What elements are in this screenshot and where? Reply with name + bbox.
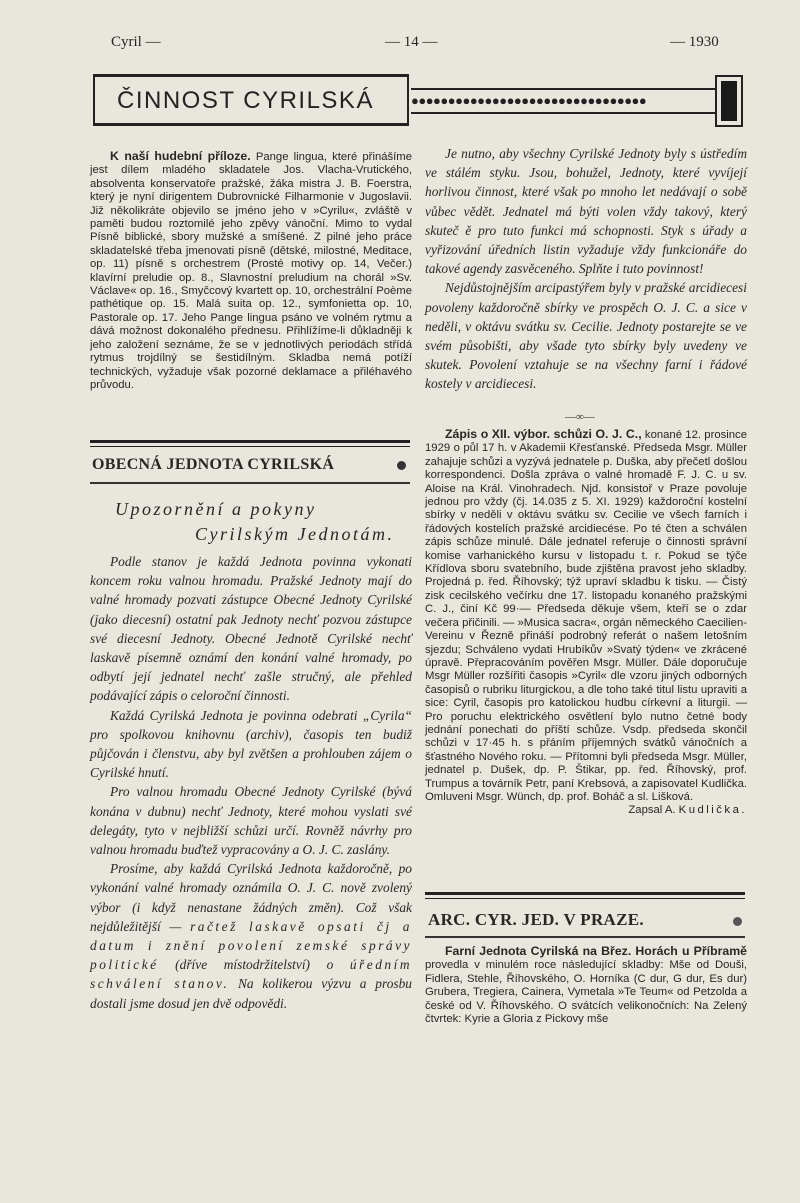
notice-paragraph: Podle stanov je každá Jednota povinna vykonati koncem roku valnou hromadu. Pražské Jednoty mají do valné hromady pozvati zástupce Obecné Jednoty Cyrilské (jako diecesní) ostatní pak Jednoty nechť pozvou zástupce své diecesní Jednoty. Obecné Jednotě Cyrilské nechť laskavě písemně oznámí den konání valné hromady, po odbytí její jednatel nechť zašle stručný, ale přehled podávající zápis o celoroční činnosti.	[90, 554, 412, 704]
running-head-left: Cyril —	[111, 34, 161, 50]
page-number: — 14 —	[385, 34, 438, 50]
notice-title-2: Cyrilským Jednotám.	[195, 524, 395, 544]
bullet-ornament	[733, 917, 742, 926]
banner-end-block	[715, 75, 743, 127]
parish-lead: Farní Jednota Cyrilská na Břez. Horách u Příbramě	[445, 944, 747, 958]
banner-title-box	[93, 74, 409, 126]
music-supplement-note	[90, 150, 412, 392]
spaced-text: račtež laskavě opsati čj a datum i znění povolení zemské správy politické	[90, 918, 412, 973]
signature-name: Kudlička.	[678, 804, 747, 817]
bullet-ornament	[397, 461, 406, 470]
note-lead: K naší hudební příloze.	[110, 149, 251, 163]
minutes-body: konané 12. prosince 1929 o půl 17 h. v Akademii Křesťanské. Předseda Msgr. Müller zahajuje schůzi a vyzývá jednatele p. Duška, aby přečetl došlou korrespondenci. Došla zpráva o valné hromadě F. J. C. u sv. Aloise na Král. Vinohradech. Njd. konsistoř v Praze povoluje jednou pro vždy (čj. 14.035 z 5. XI. 1929) každoroční kostelní sbírky v neděli v oktávu svátku sv. Cecilie ve všech farních i řádových kostelích pražské arcidiecése. Po té čten a schválen zápis schůze minulé. Dále jednatel referuje o činnosti správní komise varhanického kursu v listopadu t. r. Pokud se týče Křídlova sboru svatebního, bude zjištěna pravost jeho skladby. Projedná p. řed. Říhovský; týž upraví skladbu k tisku. — Čistý zisk cecilského večírku dne 17. listopadu konaného pražskými C. J., činí Kč 99·— Předseda děkuje všem, kteří se o zdar večera přičinili. — »Musica sacra«, orgán německého Caecilien-Vereinu v Řezně přináší podrobný referát o našem letošním sjezdu; Schváleno vydati Hrubíkův »Svatý týden« ve zkrácené úpravě. Přepracováním pověřen Msgr. Müller. Dále doporučuje Msgr Müller rozšířiti časopis »Cyril« dle vzoru jiných odborných časopisů o rubriku liturgickou, a dle toho také titul listu upraviti a sice: Cyril, časopis pro katolickou hudbu církevní a liturgii. — Pro poruchu elektrického osvětlení bylo nutno četné body jednání ponechati do příští schůze. Vsdp. předseda skončil schůzi v 17·45 h. s přáním příjemných svátků vánočních a šťastného Nového roku. — Přítomni byli předseda Msgr. Müller, jednatel p. Dušek, dp. P. Štikar, pp. řed. Říhovský, prof. Trumpus a továrník Petr, paní Krebsová, a zapisovatel Kudlička. Omluveni Msgr. Wünch, dp. prof. Boháč a sl. Lišková.	[425, 429, 747, 803]
double-rule	[90, 440, 410, 447]
section-title-arc: ARC. CYR. JED. V PRAZE.	[428, 910, 644, 929]
banner-title: ČINNOST CYRILSKÁ	[117, 87, 374, 114]
left-column	[90, 150, 412, 392]
note-text: Pange lingua, které přinášíme jest dílem mladého skladatele Jos. Vlacha-Vrutického, absolventa konservatoře pražské, žáka mistra J. B. Foerstra, který je nyní dirigentem Dubrovnické Filharmonie v Jugoslavii. Již několikráte objevilo se jméno jeho v »Cyrilu«, zvláště v paměti budou roztomilé jeho zpěvy vánoční. Mimo to vydal Písně biblické, sbory mužské a smíšené. Z pilné jeho práce skladatelské třeba jmenovati písně (dětské, milostné, Meditace, op. 11) písně s orchestrem (Prosté motivy op. 14, Večer.) klavírní preludie op. 8., Slavnostní preludium na chorál »Sv. Václave« op. 16., Smyčcový kvartett op. 10, orchestrální Poème pathétique op. 15. Malá suita op. 12., symfonietta op. 10, Pastorale op. 17. Jeho Pange lingua psáno ve volném rytmu a dává možnost dokonalého přednesu. Přihlížíme-li důkladněji k jeho založení seznáme, že se v jednotlivých periodách střídá rytmus trojdílný se šestidílným. Skladba nemá potíží technických, vyžaduje však pozorné deklamace a přiléhavého průvodu.	[90, 151, 412, 391]
parish-body: provedla v minulém roce následující skladby: Mše od Douši, Fidlera, Stehle, Říhovského, O. Horníka (C dur, G dur, Es dur) Grubera, Tregiera, Cainera, Vymetala »Te Teum« od Petzolda a české od V. Říhovského. O svátcích velikonočních: Na Zelený čtvrtek: Kyrie a Gloria z Pickovy mše	[425, 959, 747, 1026]
info-paragraph: Je nutno, aby všechny Cyrilské Jednoty byly s ústředím ve stálém styku. Jsou, bohužel, Jednoty, které vyvíjejí horlivou činnost, které však po mnoho let nedávají o sobě vůbec vědět. Jednatel má býti volen vždy takový, který skuteč ě pro tuto funkci má schopnosti. Styk s úřady a vyřizování úředních listin vyžaduje vždy funkcionáře do takové agendy zasvěceného. Splňte i tuto povinnost!	[425, 146, 747, 277]
minutes-text	[425, 427, 747, 817]
text: Na kolikerou výzvu a prosbu dostali jsme dosud jen dvě odpovědi.	[90, 976, 413, 1011]
notice-paragraph: Pro valnou hromadu Obecné Jednoty Cyrilské (bývá konána v dubnu) nechť Jednoty, které mohou vyslati své delegáty, tyto v nejbližší schůzi určí. Rovněž návrhy pro valnou hromadu buďtež vypracovány a O. J. C. zaslány.	[90, 784, 412, 858]
rule	[425, 936, 745, 938]
parish-report	[425, 945, 747, 1026]
running-head-year: — 1930	[670, 34, 719, 50]
info-paragraph: Nejdůstojnějším arcipastýřem byly v pražské arcidiecesi povoleny každoročně sbírky ve prospěch O. J. C. a sice v neděli, v oktávu svátku sv. Cecilie. Jednoty postarejte se ve svém působišti, aby všade tyto sbírky byly uvedeny ve skutek. Povolení vztahuje se na všechny farní i řádové kostely v arcidiecesi.	[425, 280, 747, 392]
text: Prosíme, aby každá Cyrilská Jednota každoročně, po vykonání valné hromady oznámila O. J. C. nově zvolený výbor (i když nenastane žádných změn). Což však nejdůležitější —	[90, 861, 412, 934]
minutes-lead: Zápis o XII. výbor. schůzi O. J. C.,	[445, 427, 642, 441]
right-column	[425, 144, 747, 394]
notice-paragraph-last	[90, 859, 412, 1013]
separator-ornament: —∞—	[565, 411, 595, 423]
double-rule	[425, 892, 745, 899]
rule	[90, 482, 410, 484]
signature-label: Zapsal A.	[628, 804, 676, 817]
spaced-text: úředním schválení stanov.	[90, 957, 412, 992]
parish-text	[425, 945, 747, 1026]
minutes-section	[425, 428, 747, 818]
text: (dříve místodržitelství) o	[158, 957, 350, 973]
section-title-obecna: OBECNÁ JEDNOTA CYRILSKÁ	[92, 456, 335, 473]
notice-body	[90, 552, 412, 1013]
notice-paragraph: Každá Cyrilská Jednota je povinna odebrati „Cyrila“ pro spolkovou knihovnu (archiv), časopis ten budiž půjčován i členstvu, aby byl zvětšen a prohlouben zájem o Cyrilské hnutí.	[90, 707, 412, 781]
banner-dots-ornament: ●●●●●●●●●●●●●●●●●●●●●●●●●●●●●●●●	[411, 88, 716, 114]
notice-title-1: Upozornění a pokyny	[115, 499, 317, 519]
